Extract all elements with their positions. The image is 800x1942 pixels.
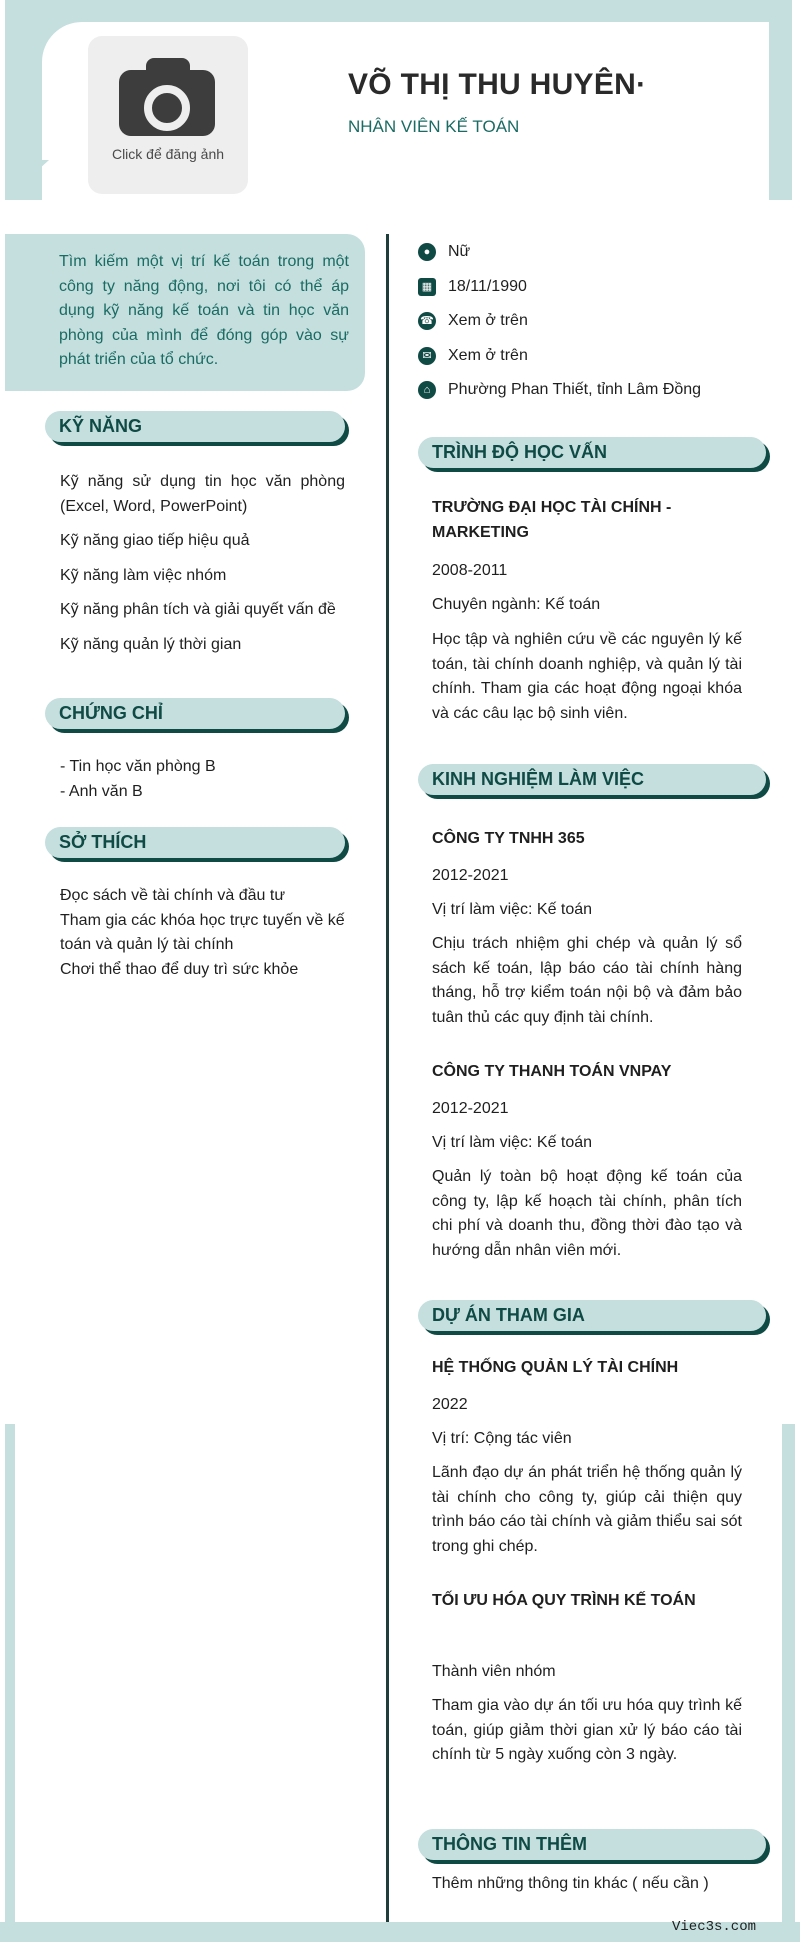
school-name: TRƯỜNG ĐẠI HỌC TÀI CHÍNH - MARKETING (432, 499, 672, 541)
career-objective-box (5, 234, 365, 391)
contact-value: Xem ở trên (448, 346, 528, 364)
education-major: Chuyên ngành: Kế toán (432, 596, 601, 613)
job-period: 2012-2021 (432, 867, 509, 884)
skills-list (60, 470, 345, 667)
list-item: Kỹ năng phân tích và giải quyết vấn đề (60, 601, 336, 618)
photo-upload-button[interactable] (88, 36, 248, 194)
certificates-list (60, 755, 345, 804)
list-item: Đọc sách về tài chính và đầu tư (60, 887, 286, 904)
bottom-left-border (5, 1424, 15, 1942)
project-role: Thành viên nhóm (432, 1663, 556, 1680)
contact-value: Xem ở trên (448, 312, 528, 329)
list-item: Tham gia các khóa học trực tuyến về kế toán và quản lý tài chính (60, 911, 345, 953)
project-name: TỐI ƯU HÓA QUY TRÌNH KẾ TOÁN (432, 1592, 696, 1609)
education-heading-label: TRÌNH ĐỘ HỌC VẤN (432, 442, 607, 462)
candidate-name: VÕ THỊ THU HUYÊN· (348, 68, 647, 101)
company-name: CÔNG TY THANH TOÁN VNPAY (432, 1063, 672, 1080)
project-role: Vị trí: Cộng tác viên (432, 1430, 572, 1447)
hobbies-list (60, 884, 345, 982)
photo-upload-label: Click để đăng ảnh (111, 146, 225, 162)
list-item: - Tin học văn phòng B (60, 758, 216, 775)
contact-value: Phường Phan Thiết, tỉnh Lâm Đồng (448, 381, 702, 398)
skills-heading-label: KỸ NĂNG (59, 416, 143, 436)
hobbies-heading (45, 827, 345, 858)
column-divider (386, 234, 389, 1922)
hobbies-heading-label: SỞ THÍCH (59, 832, 147, 852)
list-item: Chơi thể thao để duy trì sức khỏe (60, 960, 299, 978)
contact-value: Nữ (448, 243, 471, 260)
list-item: Kỹ năng sử dụng tin học văn phòng (Excel, Word, PowerPoint) (60, 473, 345, 515)
list-item: - Anh văn B (60, 782, 143, 800)
certificates-heading-label: CHỨNG CHỈ (59, 703, 163, 723)
job-period: 2012-2021 (432, 1100, 509, 1117)
job-description: Chịu trách nhiệm ghi chép và quản lý sổ sách kế toán, lập báo cáo tài chính hàng tháng, hỗ trợ kiểm toán nội bộ và đảm bảo tuân thủ các quy định tài chính. (432, 935, 742, 1026)
projects-heading (418, 1300, 766, 1331)
education-entry (432, 496, 742, 728)
projects-heading-label: DỰ ÁN THAM GIA (432, 1305, 585, 1325)
experience-heading (418, 764, 766, 795)
education-period: 2008-2011 (432, 562, 508, 579)
job-position: Vị trí làm việc: Kế toán (432, 1134, 593, 1151)
job-description: Quản lý toàn bộ hoạt động kế toán của công ty, lập kế hoạch tài chính, phân tích chi phí và doanh thu, đồng thời đào tạo và hướng dẫn nhân viên mới. (432, 1168, 742, 1259)
email-icon: ✉ (418, 347, 436, 365)
experience-heading-label: KINH NGHIỆM LÀM VIỆC (432, 769, 645, 789)
location-icon: ⌂ (418, 381, 436, 399)
additional-info-heading-label: THÔNG TIN THÊM (432, 1834, 587, 1854)
list-item: Kỹ năng làm việc nhóm (60, 566, 227, 584)
skills-heading (45, 411, 345, 442)
project-description: Lãnh đạo dự án phát triển hệ thống quản lý tài chính cho công ty, giúp cải thiện quy trình báo cáo tài chính và giảm thiểu sai sót trong ghi chép. (432, 1464, 742, 1555)
experience-entry (432, 827, 742, 1027)
certificates-heading (45, 698, 345, 729)
bottom-right-border (782, 1424, 795, 1942)
education-description: Học tập và nghiên cứu về các nguyên lý kế toán, tài chính doanh nghiệp, và quản lý tài chính. Tham gia các hoạt động ngoại khóa và các câu lạc bộ sinh viên. (432, 631, 742, 722)
project-entry (432, 1356, 742, 1566)
footer-watermark: Viec3s.com (672, 1919, 757, 1935)
list-item: Kỹ năng giao tiếp hiệu quả (60, 532, 250, 549)
additional-info-heading (418, 1829, 766, 1860)
contact-value: 18/11/1990 (448, 277, 527, 295)
user-icon: ● (418, 243, 436, 261)
experience-entry (432, 1060, 742, 1270)
job-position: Vị trí làm việc: Kế toán (432, 901, 593, 918)
project-year: 2022 (432, 1396, 468, 1413)
additional-info-entry (432, 1872, 742, 1898)
phone-icon: ☎ (418, 312, 436, 330)
company-name: CÔNG TY TNHH 365 (432, 830, 585, 847)
list-item: Kỹ năng quản lý thời gian (60, 635, 242, 653)
job-title: NHÂN VIÊN KẾ TOÁN (348, 117, 520, 136)
project-entry (432, 1589, 742, 1799)
project-name: HỆ THỐNG QUẢN LÝ TÀI CHÍNH (432, 1359, 679, 1376)
additional-info-text: Thêm những thông tin khác ( nếu cần ) (432, 1875, 709, 1892)
career-objective-text: Tìm kiếm một vị trí kế toán trong một công ty năng động, nơi tôi có thể áp dụng kỹ năng kế toán và tin học văn phòng của mình để đóng góp vào sự phát triển của tổ chức. (59, 253, 349, 368)
calendar-icon: ▦ (418, 278, 436, 296)
project-description: Tham gia vào dự án tối ưu hóa quy trình kế toán, giúp giảm thời gian xử lý báo cáo tài chính từ 5 ngày xuống còn 3 ngày. (432, 1697, 742, 1763)
education-heading (418, 437, 766, 468)
